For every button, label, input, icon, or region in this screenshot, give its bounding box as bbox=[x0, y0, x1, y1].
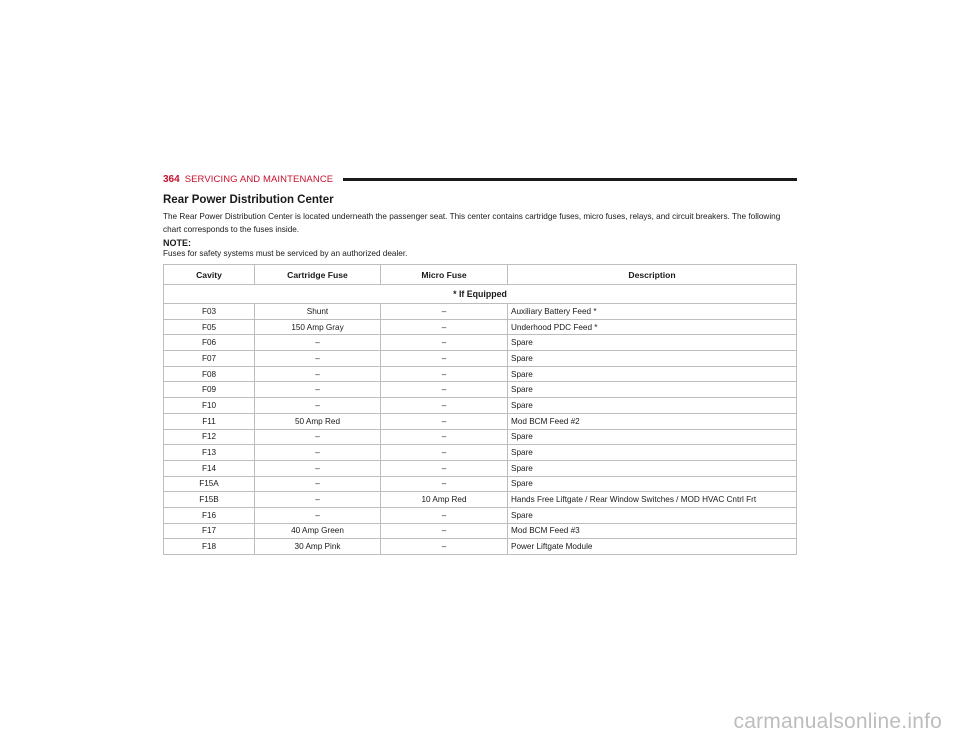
description-cell: Mod BCM Feed #3 bbox=[508, 523, 797, 539]
micro-fuse-cell: – bbox=[381, 460, 508, 476]
header-rule bbox=[343, 178, 797, 181]
cartridge-fuse-cell: – bbox=[255, 429, 381, 445]
table-row bbox=[164, 382, 797, 398]
header-cavity: Cavity bbox=[164, 265, 255, 285]
micro-fuse-cell: – bbox=[381, 382, 508, 398]
table-row bbox=[164, 539, 797, 555]
micro-fuse-cell: – bbox=[381, 304, 508, 320]
header-micro-fuse: Micro Fuse bbox=[381, 265, 508, 285]
cavity-cell: F11 bbox=[164, 413, 255, 429]
micro-fuse-cell: – bbox=[381, 319, 508, 335]
table-row bbox=[164, 507, 797, 523]
cavity-cell: F03 bbox=[164, 304, 255, 320]
cavity-cell: F15B bbox=[164, 492, 255, 508]
cartridge-fuse-cell: – bbox=[255, 445, 381, 461]
cavity-cell: F14 bbox=[164, 460, 255, 476]
description-cell: Spare bbox=[508, 398, 797, 414]
micro-fuse-cell: 10 Amp Red bbox=[381, 492, 508, 508]
cavity-cell: F17 bbox=[164, 523, 255, 539]
equipped-note-row bbox=[164, 285, 797, 304]
table-row bbox=[164, 429, 797, 445]
micro-fuse-cell: – bbox=[381, 398, 508, 414]
table-row bbox=[164, 523, 797, 539]
description-cell: Power Liftgate Module bbox=[508, 539, 797, 555]
cartridge-fuse-cell: – bbox=[255, 460, 381, 476]
cartridge-fuse-cell: – bbox=[255, 492, 381, 508]
table-row bbox=[164, 366, 797, 382]
cartridge-fuse-cell: 150 Amp Gray bbox=[255, 319, 381, 335]
cavity-cell: F16 bbox=[164, 507, 255, 523]
cavity-cell: F09 bbox=[164, 382, 255, 398]
cavity-cell: F08 bbox=[164, 366, 255, 382]
table-row bbox=[164, 492, 797, 508]
table-row bbox=[164, 351, 797, 367]
description-cell: Hands Free Liftgate / Rear Window Switches / MOD HVAC Cntrl Frt bbox=[508, 492, 797, 508]
section-title: SERVICING AND MAINTENANCE bbox=[184, 173, 334, 185]
cartridge-fuse-cell: 30 Amp Pink bbox=[255, 539, 381, 555]
cartridge-fuse-cell: – bbox=[255, 335, 381, 351]
table-row bbox=[164, 319, 797, 335]
table-row bbox=[164, 460, 797, 476]
page-number: 364 bbox=[163, 173, 180, 185]
cartridge-fuse-cell: – bbox=[255, 382, 381, 398]
page-header bbox=[163, 171, 797, 187]
micro-fuse-cell: – bbox=[381, 507, 508, 523]
watermark: carmanualsonline.info bbox=[733, 710, 942, 733]
cavity-cell: F06 bbox=[164, 335, 255, 351]
micro-fuse-cell: – bbox=[381, 429, 508, 445]
table-row bbox=[164, 476, 797, 492]
note-label: NOTE: bbox=[163, 238, 191, 248]
cartridge-fuse-cell: 40 Amp Green bbox=[255, 523, 381, 539]
intro-paragraph: The Rear Power Distribution Center is located underneath the passenger seat. This center contains cartridge fuses, micro fuses, relays, and circuit breakers. The following chart corresponds to the fuses inside. bbox=[163, 212, 781, 234]
cavity-cell: F18 bbox=[164, 539, 255, 555]
table-row bbox=[164, 304, 797, 320]
description-cell: Auxiliary Battery Feed * bbox=[508, 304, 797, 320]
table-row bbox=[164, 398, 797, 414]
cartridge-fuse-cell: – bbox=[255, 476, 381, 492]
micro-fuse-cell: – bbox=[381, 445, 508, 461]
cavity-cell: F15A bbox=[164, 476, 255, 492]
description-cell: Spare bbox=[508, 429, 797, 445]
micro-fuse-cell: – bbox=[381, 523, 508, 539]
header-cartridge-fuse: Cartridge Fuse bbox=[255, 265, 381, 285]
cartridge-fuse-cell: – bbox=[255, 507, 381, 523]
description-cell: Underhood PDC Feed * bbox=[508, 319, 797, 335]
cavity-cell: F05 bbox=[164, 319, 255, 335]
description-cell: Spare bbox=[508, 351, 797, 367]
equipped-note: * If Equipped bbox=[164, 285, 797, 304]
description-cell: Spare bbox=[508, 335, 797, 351]
cavity-cell: F10 bbox=[164, 398, 255, 414]
description-cell: Spare bbox=[508, 460, 797, 476]
micro-fuse-cell: – bbox=[381, 351, 508, 367]
micro-fuse-cell: – bbox=[381, 413, 508, 429]
description-cell: Spare bbox=[508, 476, 797, 492]
micro-fuse-cell: – bbox=[381, 539, 508, 555]
fuse-table bbox=[163, 264, 797, 555]
page-title: Rear Power Distribution Center bbox=[163, 194, 334, 206]
micro-fuse-cell: – bbox=[381, 335, 508, 351]
header-description: Description bbox=[508, 265, 797, 285]
description-cell: Spare bbox=[508, 366, 797, 382]
note-text: Fuses for safety systems must be serviced by an authorized dealer. bbox=[163, 249, 408, 258]
table-row bbox=[164, 335, 797, 351]
description-cell: Mod BCM Feed #2 bbox=[508, 413, 797, 429]
cartridge-fuse-cell: Shunt bbox=[255, 304, 381, 320]
micro-fuse-cell: – bbox=[381, 476, 508, 492]
table-row bbox=[164, 445, 797, 461]
cartridge-fuse-cell: – bbox=[255, 351, 381, 367]
description-cell: Spare bbox=[508, 445, 797, 461]
micro-fuse-cell: – bbox=[381, 366, 508, 382]
cavity-cell: F13 bbox=[164, 445, 255, 461]
cavity-cell: F12 bbox=[164, 429, 255, 445]
cartridge-fuse-cell: – bbox=[255, 366, 381, 382]
description-cell: Spare bbox=[508, 507, 797, 523]
cavity-cell: F07 bbox=[164, 351, 255, 367]
cartridge-fuse-cell: 50 Amp Red bbox=[255, 413, 381, 429]
table-row bbox=[164, 413, 797, 429]
table-header-row bbox=[164, 265, 797, 285]
cartridge-fuse-cell: – bbox=[255, 398, 381, 414]
description-cell: Spare bbox=[508, 382, 797, 398]
